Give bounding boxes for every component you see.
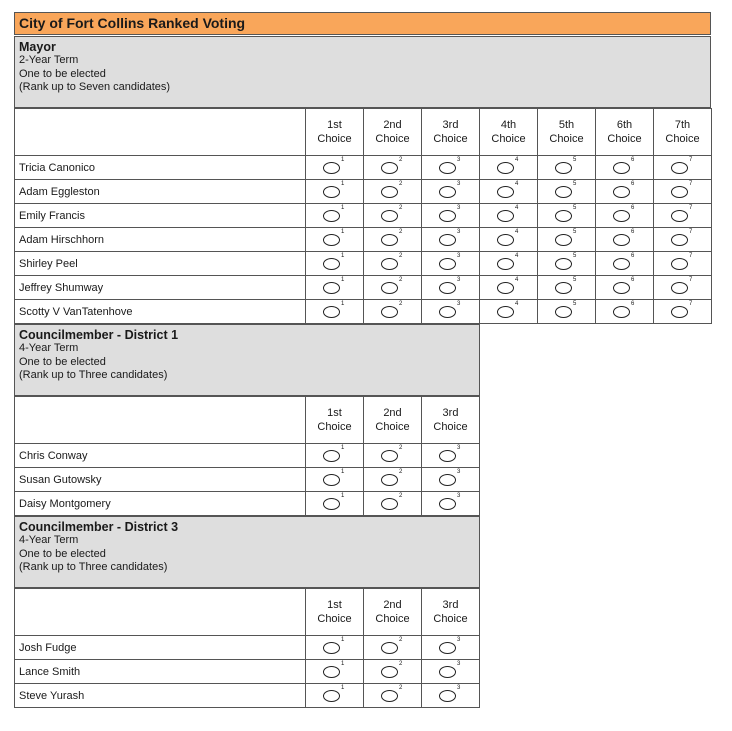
rank-oval[interactable]: [323, 642, 340, 654]
rank-oval[interactable]: [323, 234, 340, 246]
rank-bubble-cell[interactable]: [364, 156, 422, 180]
rank-oval[interactable]: [323, 186, 340, 198]
rank-bubble-cell[interactable]: [596, 180, 654, 204]
rank-oval[interactable]: [439, 186, 456, 198]
choice-label: Choice: [433, 133, 468, 145]
rank-bubble-cell[interactable]: [364, 684, 422, 708]
rank-number: 4: [515, 277, 519, 283]
rank-oval[interactable]: [381, 186, 398, 198]
rank-bubble-cell[interactable]: [422, 276, 480, 300]
rank-oval[interactable]: [323, 162, 340, 174]
rank-number: 3: [457, 253, 461, 259]
rank-number: 3: [457, 637, 461, 643]
candidate-name: Adam Hirschhorn: [15, 228, 306, 252]
rank-bubble-cell[interactable]: [364, 636, 422, 660]
rank-oval[interactable]: [613, 210, 630, 222]
empty-header-cell: [15, 109, 306, 156]
rank-number: 1: [341, 445, 345, 451]
contest-detail: One to be elected: [19, 67, 106, 80]
rank-oval[interactable]: [671, 282, 688, 294]
rank-number: 2: [399, 181, 403, 187]
rank-oval[interactable]: [439, 234, 456, 246]
contest-detail: One to be elected: [19, 547, 106, 560]
rank-number: 7: [689, 181, 693, 187]
rank-bubble-cell[interactable]: [596, 156, 654, 180]
rank-oval[interactable]: [439, 306, 456, 318]
choice-label: Choice: [607, 133, 642, 145]
contest-header: [14, 324, 480, 396]
rank-oval[interactable]: [323, 498, 340, 510]
rank-number: 4: [515, 301, 519, 307]
rank-oval[interactable]: [497, 210, 514, 222]
choice-rank: 1st: [327, 599, 342, 611]
choice-label: Choice: [433, 421, 468, 433]
rank-oval[interactable]: [613, 186, 630, 198]
rank-oval[interactable]: [613, 282, 630, 294]
rank-bubble-cell[interactable]: [422, 180, 480, 204]
rank-number: 6: [631, 229, 635, 235]
choice-label: Choice: [375, 133, 410, 145]
choice-header: [480, 109, 538, 156]
rank-oval[interactable]: [671, 258, 688, 270]
rank-bubble-cell[interactable]: [480, 180, 538, 204]
rank-bubble-cell[interactable]: [364, 180, 422, 204]
candidate-row: [15, 468, 480, 492]
choice-rank: 1st: [327, 407, 342, 419]
rank-oval[interactable]: [439, 450, 456, 462]
choice-header: [306, 397, 364, 444]
candidate-row: [15, 636, 480, 660]
rank-oval[interactable]: [671, 162, 688, 174]
rank-bubble-cell[interactable]: [654, 276, 712, 300]
rank-oval[interactable]: [323, 306, 340, 318]
rank-oval[interactable]: [555, 162, 572, 174]
rank-number: 2: [399, 637, 403, 643]
candidate-name: Lance Smith: [15, 660, 306, 684]
rank-bubble-cell[interactable]: [306, 684, 364, 708]
choice-rank: 5th: [558, 119, 575, 131]
rank-bubble-cell[interactable]: [364, 204, 422, 228]
choice-label: Choice: [317, 421, 352, 433]
rank-number: 3: [457, 469, 461, 475]
rank-number: 6: [631, 181, 635, 187]
choice-label: Choice: [317, 133, 352, 145]
rank-number: 1: [341, 637, 345, 643]
rank-number: 1: [341, 301, 345, 307]
rank-bubble-cell[interactable]: [480, 276, 538, 300]
rank-bubble-cell[interactable]: [364, 276, 422, 300]
rank-bubble-cell[interactable]: [422, 684, 480, 708]
contest-header: [14, 516, 480, 588]
rank-number: 2: [399, 301, 403, 307]
rank-number: 3: [457, 205, 461, 211]
choice-header-row: [15, 589, 480, 636]
rank-bubble-cell[interactable]: [364, 468, 422, 492]
rank-oval[interactable]: [323, 282, 340, 294]
rank-oval[interactable]: [381, 690, 398, 702]
choice-rank: 1st: [327, 119, 342, 131]
rank-bubble-cell[interactable]: [306, 660, 364, 684]
rank-oval[interactable]: [439, 210, 456, 222]
rank-number: 3: [457, 277, 461, 283]
rank-oval[interactable]: [555, 234, 572, 246]
ranking-grid: [14, 396, 480, 516]
rank-bubble-cell[interactable]: [306, 204, 364, 228]
candidate-row: [15, 492, 480, 516]
rank-number: 5: [573, 253, 577, 259]
rank-oval[interactable]: [555, 210, 572, 222]
rank-oval[interactable]: [555, 258, 572, 270]
rank-oval[interactable]: [439, 474, 456, 486]
rank-oval[interactable]: [497, 234, 514, 246]
rank-bubble-cell[interactable]: [538, 228, 596, 252]
rank-bubble-cell[interactable]: [538, 156, 596, 180]
rank-number: 7: [689, 277, 693, 283]
rank-oval[interactable]: [439, 162, 456, 174]
choice-header: [306, 109, 364, 156]
rank-oval[interactable]: [439, 690, 456, 702]
rank-bubble-cell[interactable]: [364, 228, 422, 252]
rank-number: 2: [399, 469, 403, 475]
choice-label: Choice: [491, 133, 526, 145]
rank-bubble-cell[interactable]: [596, 204, 654, 228]
choice-header: [422, 589, 480, 636]
choice-header-row: [15, 397, 480, 444]
rank-oval[interactable]: [439, 282, 456, 294]
choice-rank: 7th: [674, 119, 691, 131]
rank-bubble-cell[interactable]: [596, 300, 654, 324]
rank-oval[interactable]: [381, 306, 398, 318]
rank-bubble-cell[interactable]: [654, 180, 712, 204]
rank-bubble-cell[interactable]: [422, 444, 480, 468]
rank-number: 7: [689, 157, 693, 163]
rank-oval[interactable]: [439, 258, 456, 270]
choice-header: [422, 109, 480, 156]
rank-bubble-cell[interactable]: [422, 468, 480, 492]
rank-number: 6: [631, 157, 635, 163]
rank-number: 1: [341, 181, 345, 187]
rank-number: 5: [573, 229, 577, 235]
rank-number: 7: [689, 229, 693, 235]
rank-bubble-cell[interactable]: [654, 228, 712, 252]
rank-oval[interactable]: [613, 258, 630, 270]
rank-number: 3: [457, 661, 461, 667]
ranking-grid: [14, 108, 712, 324]
rank-oval[interactable]: [381, 282, 398, 294]
candidate-name: Adam Eggleston: [15, 180, 306, 204]
rank-bubble-cell[interactable]: [306, 180, 364, 204]
rank-oval[interactable]: [555, 282, 572, 294]
rank-bubble-cell[interactable]: [538, 300, 596, 324]
rank-number: 4: [515, 181, 519, 187]
rank-number: 7: [689, 205, 693, 211]
rank-number: 3: [457, 685, 461, 691]
rank-bubble-cell[interactable]: [306, 156, 364, 180]
contest-detail: (Rank up to Seven candidates): [19, 81, 171, 93]
rank-bubble-cell[interactable]: [480, 300, 538, 324]
rank-oval[interactable]: [555, 186, 572, 198]
rank-oval[interactable]: [671, 306, 688, 318]
rank-number: 5: [573, 157, 577, 163]
rank-number: 2: [399, 157, 403, 163]
rank-bubble-cell[interactable]: [422, 660, 480, 684]
rank-number: 5: [573, 301, 577, 307]
contest-title: Councilmember - District 3: [19, 520, 179, 534]
candidate-row: [15, 228, 712, 252]
rank-bubble-cell[interactable]: [480, 252, 538, 276]
rank-number: 2: [399, 229, 403, 235]
rank-number: 2: [399, 685, 403, 691]
rank-number: 1: [341, 469, 345, 475]
candidate-name: Steve Yurash: [15, 684, 306, 708]
choice-label: Choice: [665, 133, 700, 145]
choice-header-row: [15, 109, 712, 156]
rank-oval[interactable]: [381, 210, 398, 222]
rank-bubble-cell[interactable]: [422, 204, 480, 228]
rank-bubble-cell[interactable]: [480, 156, 538, 180]
choice-rank: 4th: [500, 119, 517, 131]
candidate-row: [15, 660, 480, 684]
rank-number: 6: [631, 253, 635, 259]
rank-number: 2: [399, 445, 403, 451]
candidate-row: [15, 444, 480, 468]
rank-bubble-cell[interactable]: [306, 444, 364, 468]
rank-oval[interactable]: [671, 234, 688, 246]
rank-number: 1: [341, 157, 345, 163]
rank-oval[interactable]: [323, 666, 340, 678]
rank-bubble-cell[interactable]: [654, 252, 712, 276]
rank-bubble-cell[interactable]: [306, 636, 364, 660]
candidate-row: [15, 300, 712, 324]
choice-label: Choice: [317, 613, 352, 625]
choice-label: Choice: [375, 613, 410, 625]
candidate-name: Daisy Montgomery: [15, 492, 306, 516]
contest-detail: 2-Year Term: [19, 54, 79, 66]
rank-number: 2: [399, 253, 403, 259]
rank-bubble-cell[interactable]: [422, 252, 480, 276]
rank-number: 4: [515, 205, 519, 211]
candidate-row: [15, 204, 712, 228]
rank-number: 2: [399, 661, 403, 667]
rank-bubble-cell[interactable]: [538, 180, 596, 204]
rank-bubble-cell[interactable]: [422, 228, 480, 252]
rank-number: 4: [515, 229, 519, 235]
candidate-row: [15, 180, 712, 204]
rank-number: 3: [457, 229, 461, 235]
candidate-name: Susan Gutowsky: [15, 468, 306, 492]
rank-oval[interactable]: [497, 258, 514, 270]
rank-bubble-cell[interactable]: [596, 228, 654, 252]
rank-bubble-cell[interactable]: [364, 252, 422, 276]
candidate-name: Shirley Peel: [15, 252, 306, 276]
rank-bubble-cell[interactable]: [364, 660, 422, 684]
rank-oval[interactable]: [381, 162, 398, 174]
ranking-grid: [14, 588, 480, 708]
rank-bubble-cell[interactable]: [480, 204, 538, 228]
choice-label: Choice: [433, 613, 468, 625]
rank-number: 1: [341, 253, 345, 259]
rank-bubble-cell[interactable]: [364, 492, 422, 516]
candidate-name: Scotty V VanTatenhove: [15, 300, 306, 324]
contest-detail: One to be elected: [19, 355, 106, 368]
rank-oval[interactable]: [381, 474, 398, 486]
rank-bubble-cell[interactable]: [306, 228, 364, 252]
rank-number: 7: [689, 301, 693, 307]
choice-rank: 3rd: [442, 599, 459, 611]
choice-header: [364, 397, 422, 444]
rank-number: 3: [457, 157, 461, 163]
choice-rank: 2nd: [383, 407, 402, 419]
rank-number: 1: [341, 661, 345, 667]
choice-header: [538, 109, 596, 156]
rank-oval[interactable]: [439, 666, 456, 678]
rank-bubble-cell[interactable]: [306, 300, 364, 324]
candidate-name: Chris Conway: [15, 444, 306, 468]
rank-number: 1: [341, 229, 345, 235]
choice-rank: 3rd: [442, 407, 459, 419]
rank-bubble-cell[interactable]: [538, 204, 596, 228]
rank-bubble-cell[interactable]: [364, 444, 422, 468]
rank-oval[interactable]: [381, 258, 398, 270]
candidate-row: [15, 252, 712, 276]
rank-bubble-cell[interactable]: [654, 300, 712, 324]
rank-bubble-cell[interactable]: [538, 252, 596, 276]
rank-oval[interactable]: [323, 690, 340, 702]
choice-header: [306, 589, 364, 636]
rank-oval[interactable]: [381, 234, 398, 246]
choice-rank: 6th: [616, 119, 633, 131]
rank-bubble-cell[interactable]: [480, 228, 538, 252]
rank-oval[interactable]: [613, 234, 630, 246]
rank-bubble-cell[interactable]: [596, 276, 654, 300]
rank-bubble-cell[interactable]: [538, 276, 596, 300]
contest-detail: 4-Year Term: [19, 534, 79, 546]
choice-label: Choice: [375, 421, 410, 433]
rank-number: 7: [689, 253, 693, 259]
rank-bubble-cell[interactable]: [654, 204, 712, 228]
rank-oval[interactable]: [381, 642, 398, 654]
rank-bubble-cell[interactable]: [306, 276, 364, 300]
rank-oval[interactable]: [497, 186, 514, 198]
rank-number: 5: [573, 205, 577, 211]
rank-bubble-cell[interactable]: [422, 156, 480, 180]
candidate-row: [15, 156, 712, 180]
choice-label: Choice: [549, 133, 584, 145]
rank-number: 2: [399, 493, 403, 499]
empty-header-cell: [15, 589, 306, 636]
rank-oval[interactable]: [381, 498, 398, 510]
rank-number: 1: [341, 493, 345, 499]
rank-oval[interactable]: [439, 642, 456, 654]
choice-header: [596, 109, 654, 156]
choice-rank: 2nd: [383, 599, 402, 611]
rank-number: 2: [399, 277, 403, 283]
rank-oval[interactable]: [613, 306, 630, 318]
rank-number: 4: [515, 253, 519, 259]
rank-number: 5: [573, 181, 577, 187]
rank-oval[interactable]: [439, 498, 456, 510]
rank-number: 3: [457, 445, 461, 451]
empty-header-cell: [15, 397, 306, 444]
rank-bubble-cell[interactable]: [422, 636, 480, 660]
rank-number: 3: [457, 181, 461, 187]
rank-number: 4: [515, 157, 519, 163]
rank-number: 3: [457, 493, 461, 499]
rank-oval[interactable]: [323, 450, 340, 462]
contest-detail: 4-Year Term: [19, 342, 79, 354]
choice-header: [364, 109, 422, 156]
contest-title: Mayor: [19, 40, 56, 54]
choice-header: [654, 109, 712, 156]
candidate-name: Emily Francis: [15, 204, 306, 228]
choice-rank: 2nd: [383, 119, 402, 131]
rank-bubble-cell[interactable]: [596, 252, 654, 276]
candidate-name: Tricia Canonico: [15, 156, 306, 180]
rank-oval[interactable]: [497, 162, 514, 174]
choice-rank: 3rd: [442, 119, 459, 131]
rank-bubble-cell[interactable]: [422, 300, 480, 324]
candidate-row: [15, 684, 480, 708]
rank-number: 1: [341, 277, 345, 283]
rank-number: 6: [631, 277, 635, 283]
rank-oval[interactable]: [381, 666, 398, 678]
rank-number: 6: [631, 205, 635, 211]
rank-oval[interactable]: [613, 162, 630, 174]
rank-oval[interactable]: [323, 474, 340, 486]
rank-bubble-cell[interactable]: [654, 156, 712, 180]
contest-detail: (Rank up to Three candidates): [19, 369, 168, 381]
rank-bubble-cell[interactable]: [306, 468, 364, 492]
rank-number: 1: [341, 685, 345, 691]
rank-bubble-cell[interactable]: [306, 252, 364, 276]
rank-oval[interactable]: [381, 450, 398, 462]
rank-oval[interactable]: [323, 258, 340, 270]
choice-header: [364, 589, 422, 636]
rank-bubble-cell[interactable]: [306, 492, 364, 516]
rank-number: 6: [631, 301, 635, 307]
ballot-title: City of Fort Collins Ranked Voting: [14, 12, 711, 35]
contest-header: [14, 36, 711, 108]
candidate-name: Josh Fudge: [15, 636, 306, 660]
rank-number: 3: [457, 301, 461, 307]
candidate-name: Jeffrey Shumway: [15, 276, 306, 300]
candidate-row: [15, 276, 712, 300]
rank-number: 1: [341, 205, 345, 211]
rank-oval[interactable]: [497, 306, 514, 318]
rank-oval[interactable]: [323, 210, 340, 222]
rank-bubble-cell[interactable]: [364, 300, 422, 324]
choice-header: [422, 397, 480, 444]
contest-title: Councilmember - District 1: [19, 328, 179, 342]
rank-number: 5: [573, 277, 577, 283]
rank-oval[interactable]: [497, 282, 514, 294]
rank-bubble-cell[interactable]: [422, 492, 480, 516]
rank-oval[interactable]: [671, 210, 688, 222]
rank-number: 2: [399, 205, 403, 211]
contest-detail: (Rank up to Three candidates): [19, 561, 168, 573]
rank-oval[interactable]: [671, 186, 688, 198]
rank-oval[interactable]: [555, 306, 572, 318]
